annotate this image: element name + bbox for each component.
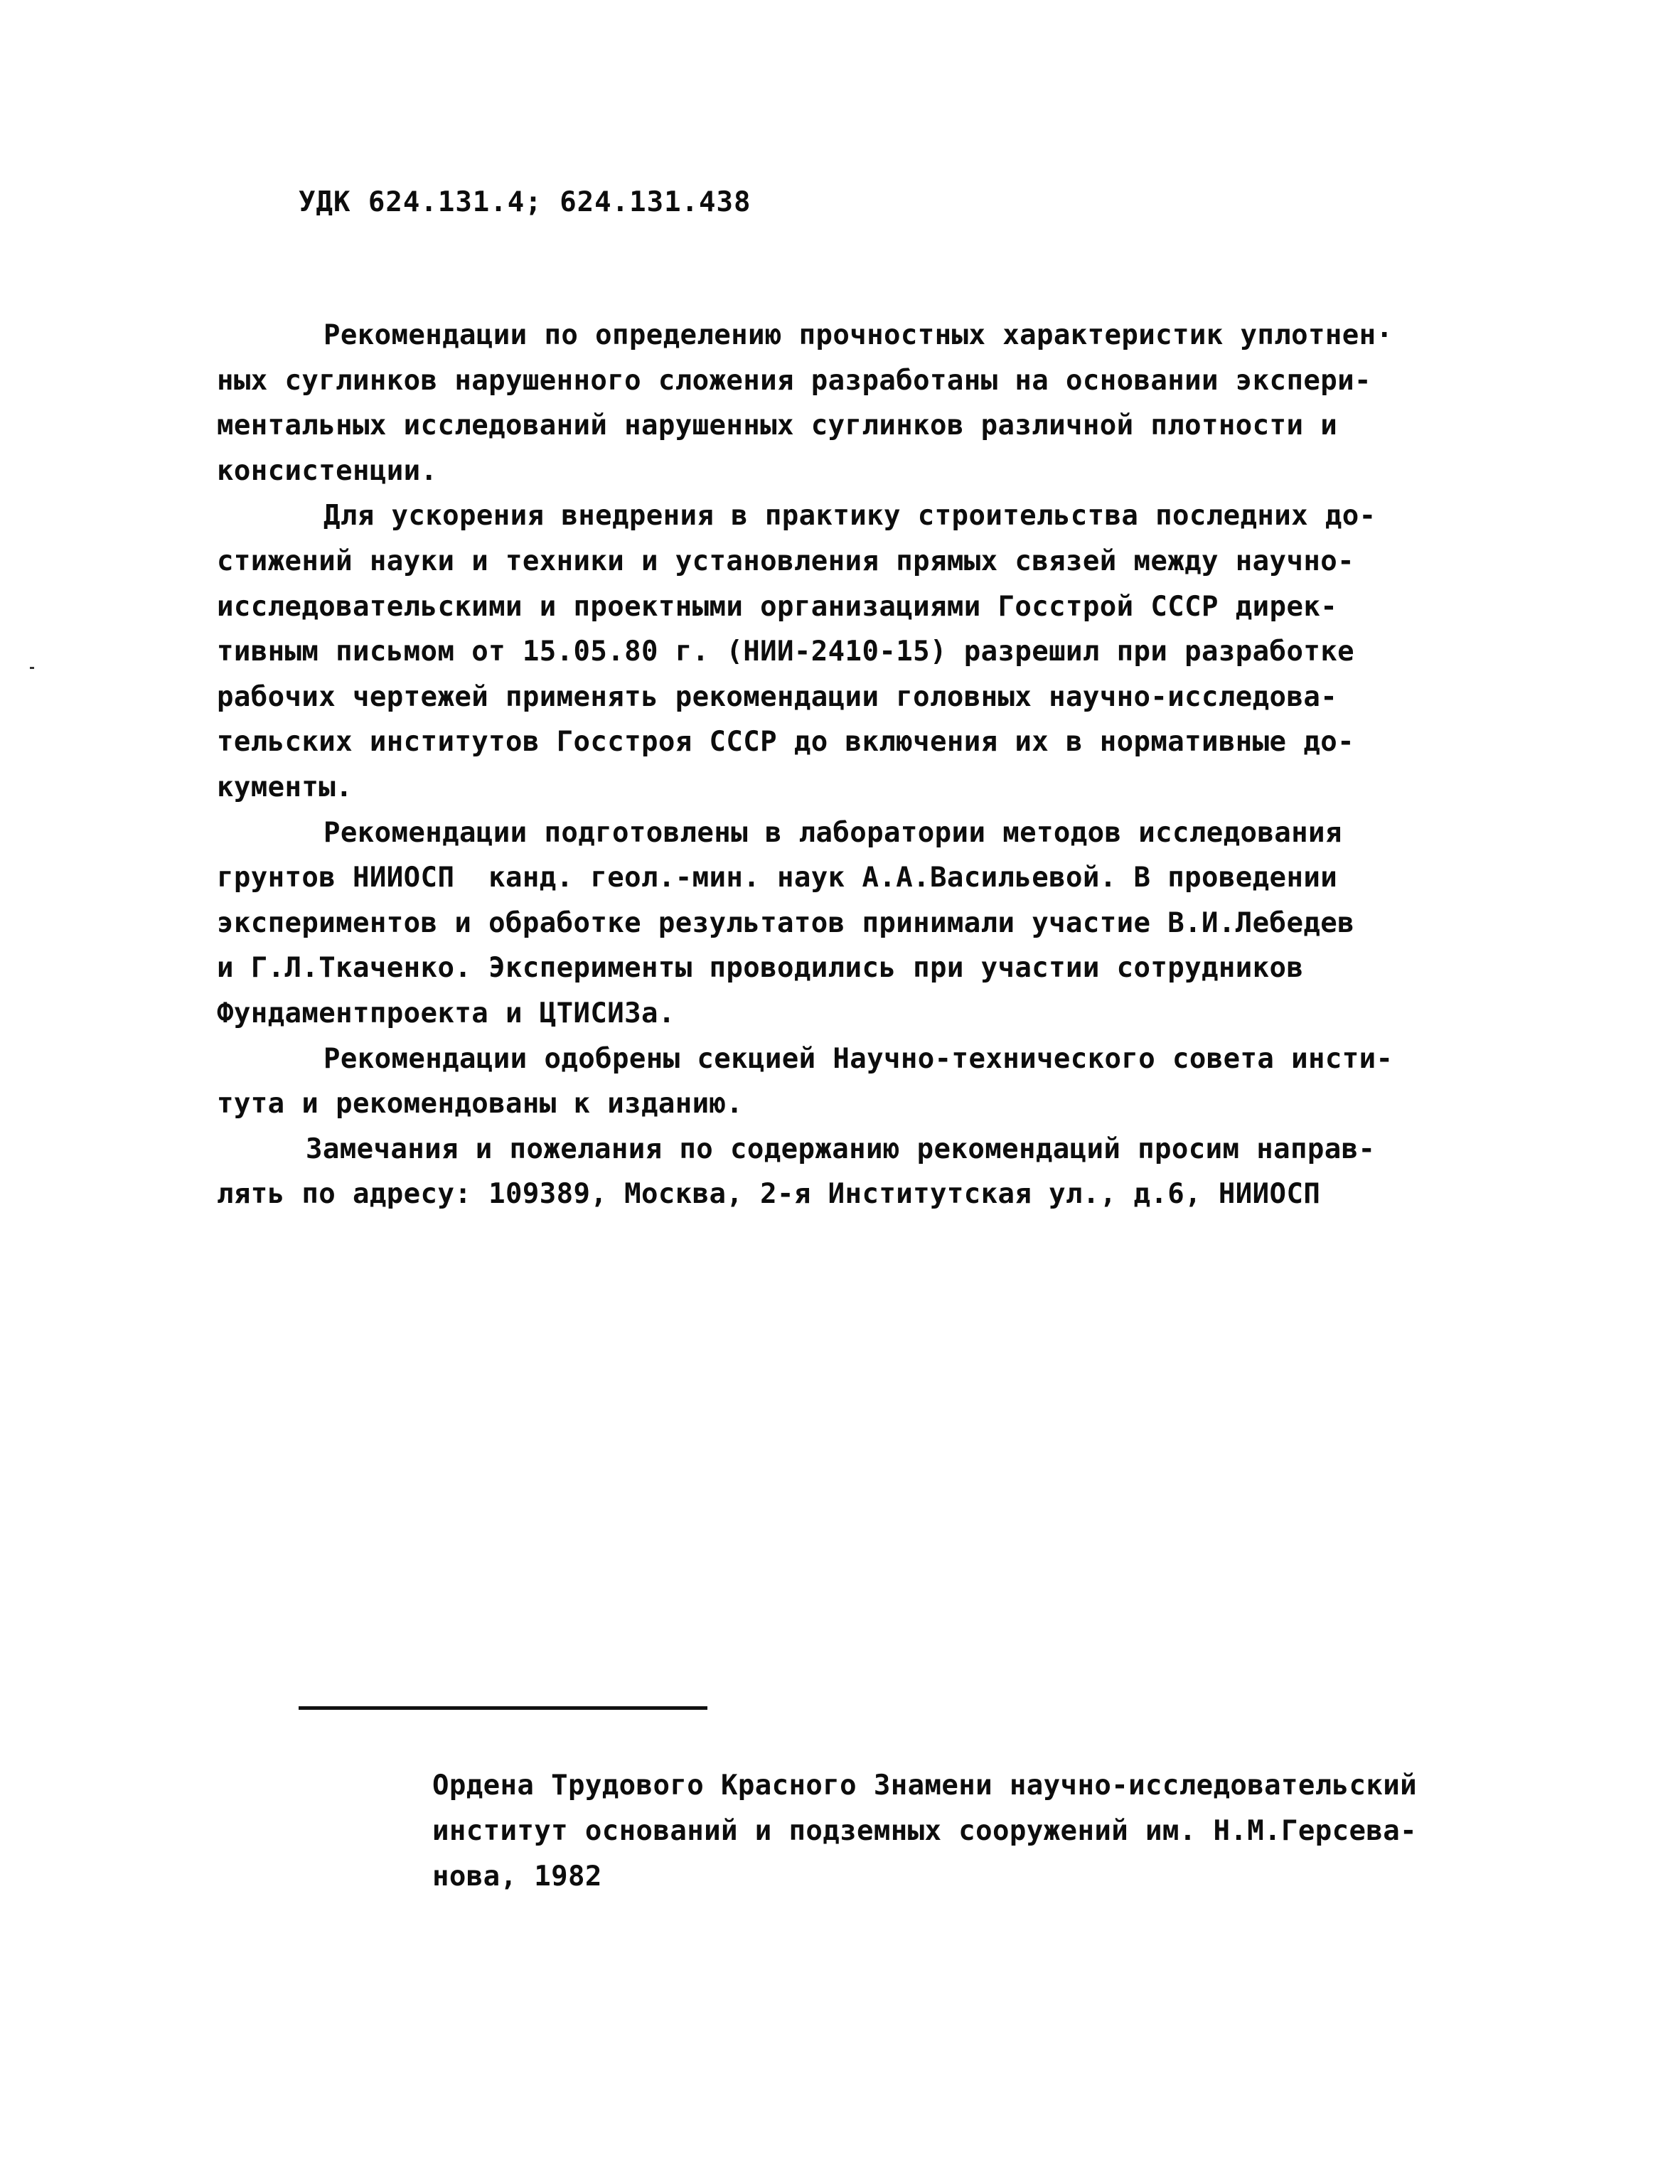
paragraph-feedback-address xyxy=(217,1127,1518,1217)
text-line: экспериментов и обработке результатов принимали участие В.И.Лебедев xyxy=(217,906,1354,939)
text-line: стижений науки и техники и установления прямых связей между научно- xyxy=(217,545,1354,577)
publisher-footer xyxy=(432,1763,1513,1900)
text-line: рабочих чертежей применять рекомендации головных научно-исследова- xyxy=(217,680,1338,713)
footnote-divider xyxy=(299,1706,707,1710)
footer-line: Ордена Трудового Красного Знамени научно-исследовательский xyxy=(432,1770,1418,1802)
text-line: тельских институтов Госстроя СССР до включения их в нормативные до- xyxy=(217,726,1354,759)
text-line: исследовательскими и проектными организациями Госстрой СССР дирек- xyxy=(217,590,1338,623)
paragraph-development-basis xyxy=(217,313,1518,493)
footer-line: нова, 1982 xyxy=(432,1861,602,1893)
document-body xyxy=(217,313,1518,1217)
text-line: Замечания и пожелания по содержанию рекомендаций просим направ- xyxy=(306,1133,1376,1165)
text-line: тивным письмом от 15.05.80 г. (НИИ-2410-15) разрешил при разработке xyxy=(217,636,1354,668)
text-line: лять по адресу: 109389, Москва, 2-я Институтская ул., д.6, НИИОСП xyxy=(217,1178,1321,1211)
text-line: Рекомендации одобрены секцией Научно-технического совета инсти- xyxy=(323,1042,1393,1075)
text-line: Рекомендации подготовлены в лаборатории методов исследования xyxy=(323,816,1342,849)
udc-code: УДК 624.131.4; 624.131.438 xyxy=(299,186,751,218)
text-line: консистенции. xyxy=(217,454,438,487)
paragraph-approval xyxy=(217,1037,1518,1127)
scan-speck xyxy=(30,667,34,669)
text-line: и Г.Л.Ткаченко. Эксперименты проводились при участии сотрудников xyxy=(217,952,1304,985)
text-line: Фундаментпроекта и ЦТИСИЗа. xyxy=(217,997,675,1029)
text-line: Для ускорения внедрения в практику строительства последних до- xyxy=(323,500,1376,532)
paragraph-gosstroy-directive xyxy=(217,493,1518,810)
text-line: ных суглинков нарушенного сложения разработаны на основании экспери- xyxy=(217,364,1371,397)
text-line: кументы. xyxy=(217,771,353,803)
paragraph-authors xyxy=(217,810,1518,1037)
footer-line: институт оснований и подземных сооружений им. Н.М.Герсева- xyxy=(432,1815,1418,1847)
text-line: грунтов НИИОСП канд. геол.-мин. наук А.А.Васильевой. В проведении xyxy=(217,862,1338,894)
text-line: ментальных исследований нарушенных суглинков различной плотности и xyxy=(217,410,1338,442)
text-line: тута и рекомендованы к изданию. xyxy=(217,1088,744,1120)
text-line: Рекомендации по определению прочностных характеристик уплотнен· xyxy=(323,319,1393,351)
